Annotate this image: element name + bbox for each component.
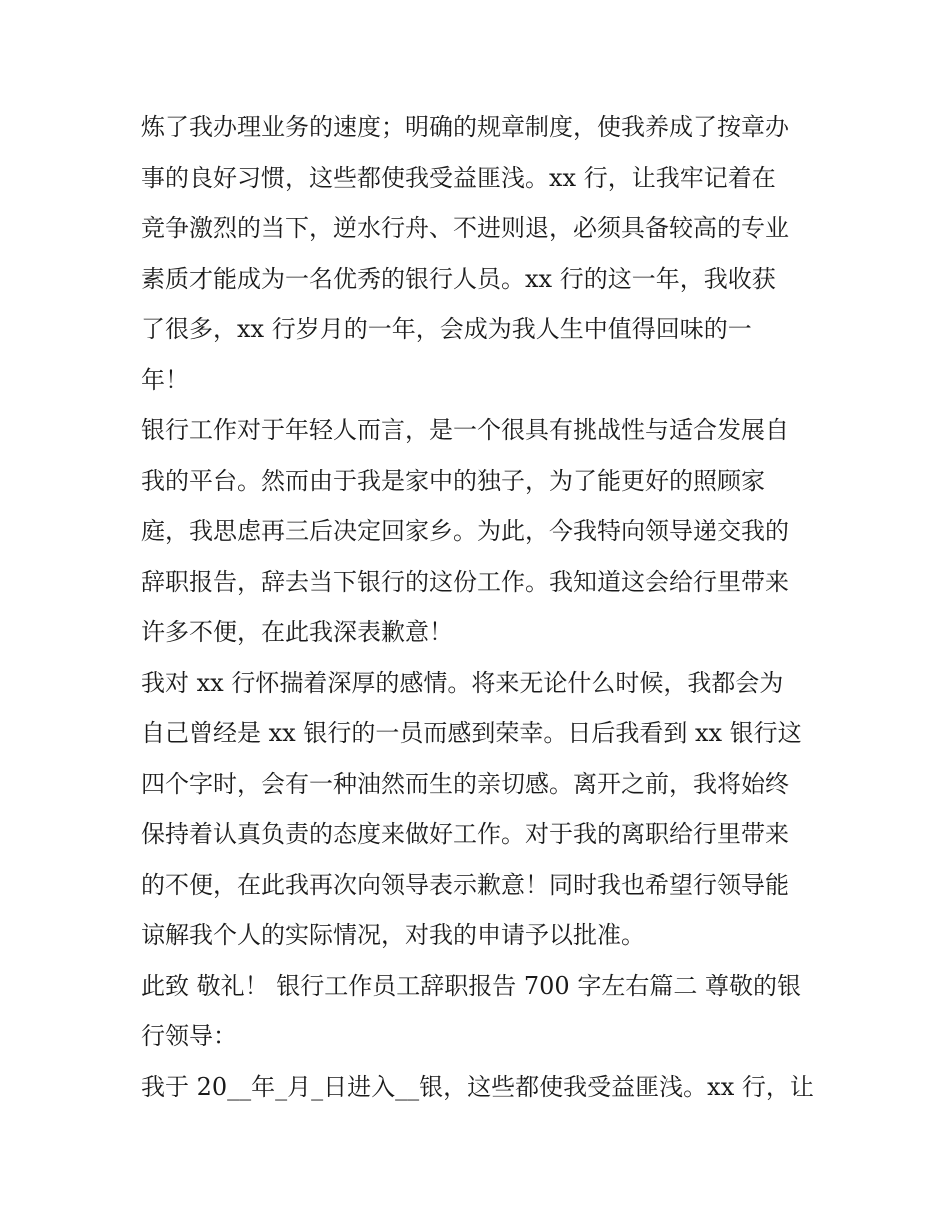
text-line: 我对 xx 行怀揣着深厚的感情。将来无论什么时候，我都会为 (141, 668, 784, 697)
text-line: 庭，我思虑再三后决定回家乡。为此，今我特向领导递交我的 (141, 517, 789, 545)
text-line: 四个字时，会有一种油然而生的亲切感。离开之前，我将始终 (141, 769, 789, 798)
text-line: 我于 20__年_月_日进入__银，这些都使我受益匪浅。xx 行，让 (141, 1072, 814, 1101)
text-line: 炼了我办理业务的速度；明确的规章制度，使我养成了按章办 (141, 113, 789, 141)
text-line: 保持着认真负责的态度来做好工作。对于我的离职给行里带来 (141, 820, 789, 848)
text-line: 此致 敬礼！ 银行工作员工辞职报告 700 字左右篇二 尊敬的银 (141, 971, 801, 1000)
text-line: 行领导： (141, 1022, 237, 1050)
text-line: 辞职报告，辞去当下银行的这份工作。我知道这会给行里带来 (141, 567, 789, 596)
text-line: 素质才能成为一名优秀的银行人员。xx 行的这一年，我收获 (141, 264, 776, 293)
text-line: 谅解我个人的实际情况，对我的申请予以批准。 (141, 921, 645, 949)
text-line: 的不便，在此我再次向领导表示歉意！同时我也希望行领导能 (141, 870, 789, 899)
text-line: 竞争激烈的当下，逆水行舟、不进则退，必须具备较高的专业 (141, 214, 789, 242)
text-line: 年！ (141, 365, 189, 394)
text-line: 许多不便，在此我深表歉意！ (141, 618, 453, 646)
text-line: 事的良好习惯，这些都使我受益匪浅。xx 行，让我牢记着在 (141, 163, 776, 192)
text-line: 我的平台。然而由于我是家中的独子，为了能更好的照顾家 (141, 466, 765, 495)
document-body (141, 102, 816, 1112)
text-line: 银行工作对于年轻人而言，是一个很具有挑战性与适合发展自 (141, 416, 789, 444)
text-line: 自己曾经是 xx 银行的一员而感到荣幸。日后我看到 xx 银行这 (141, 719, 802, 747)
text-line: 了很多，xx 行岁月的一年，会成为我人生中值得回味的一 (141, 315, 752, 343)
